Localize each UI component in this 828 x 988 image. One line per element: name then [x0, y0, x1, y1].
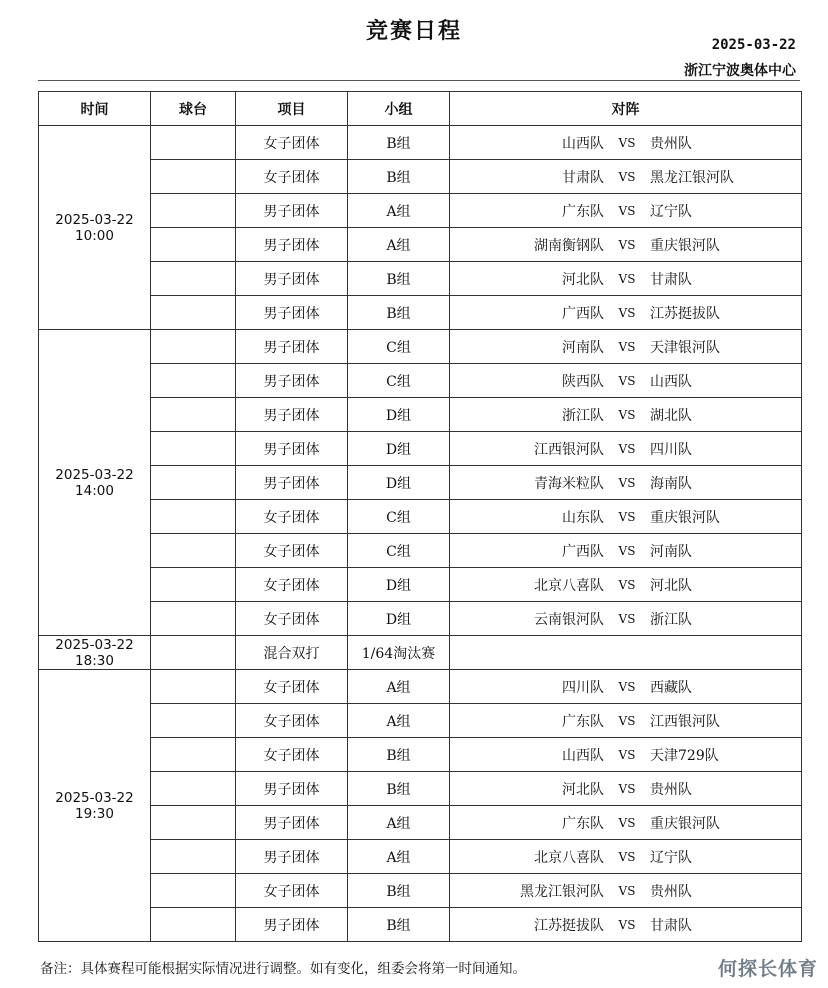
group-cell: D组 — [348, 602, 450, 636]
matchup-cell — [450, 704, 802, 738]
matchup — [450, 405, 801, 425]
time-cell — [39, 670, 151, 942]
table-row — [39, 602, 802, 636]
matchup-cell — [450, 670, 802, 704]
table-row — [39, 772, 802, 806]
event-cell: 男子团体 — [236, 806, 348, 840]
event-cell: 女子团体 — [236, 738, 348, 772]
away-team: 重庆银河队 — [650, 509, 720, 526]
table-row — [39, 534, 802, 568]
event-cell: 男子团体 — [236, 432, 348, 466]
matchup-cell — [450, 534, 802, 568]
table-row — [39, 432, 802, 466]
matchup — [450, 269, 801, 289]
table-number-cell — [151, 534, 236, 568]
header-date: 2025-03-22 — [711, 37, 796, 53]
event-cell: 男子团体 — [236, 908, 348, 942]
home-team: 广西队 — [562, 305, 604, 322]
column-header-matchup: 对阵 — [450, 92, 802, 126]
home-team: 广东队 — [562, 713, 604, 730]
matchup-cell — [450, 364, 802, 398]
matchup-cell — [450, 466, 802, 500]
vs-label: VS — [618, 135, 636, 150]
group-cell: C组 — [348, 534, 450, 568]
matchup — [450, 711, 801, 731]
group-cell: B组 — [348, 160, 450, 194]
matchup — [450, 235, 801, 255]
column-header-table: 球台 — [151, 92, 236, 126]
time-date: 2025-03-22 — [55, 211, 134, 228]
away-team: 江西银河队 — [650, 713, 720, 730]
matchup-cell — [450, 262, 802, 296]
matchup — [450, 847, 801, 867]
group-cell: B组 — [348, 262, 450, 296]
group-cell: A组 — [348, 670, 450, 704]
event-cell: 女子团体 — [236, 126, 348, 160]
table-number-cell — [151, 772, 236, 806]
table-number-cell — [151, 296, 236, 330]
home-team: 北京八喜队 — [534, 849, 604, 866]
schedule-table — [38, 91, 802, 942]
home-team: 河南队 — [562, 339, 604, 356]
home-team: 陕西队 — [562, 373, 604, 390]
matchup-cell — [450, 772, 802, 806]
time-clock: 14:00 — [75, 482, 114, 499]
group-cell: D组 — [348, 466, 450, 500]
event-cell: 女子团体 — [236, 534, 348, 568]
matchup-cell — [450, 194, 802, 228]
group-cell: 1/64淘汰赛 — [348, 636, 450, 670]
table-number-cell — [151, 194, 236, 228]
matchup — [450, 507, 801, 527]
group-cell: B组 — [348, 772, 450, 806]
vs-label: VS — [618, 849, 636, 864]
table-number-cell — [151, 500, 236, 534]
vs-label: VS — [618, 815, 636, 830]
home-team: 四川队 — [562, 679, 604, 696]
matchup-cell — [450, 874, 802, 908]
matchup — [450, 439, 801, 459]
group-cell: C组 — [348, 500, 450, 534]
vs-label: VS — [618, 305, 636, 320]
vs-label: VS — [618, 407, 636, 422]
table-row — [39, 364, 802, 398]
group-cell: A组 — [348, 840, 450, 874]
group-cell: B组 — [348, 874, 450, 908]
table-row — [39, 874, 802, 908]
matchup-cell — [450, 738, 802, 772]
group-cell: A组 — [348, 228, 450, 262]
vs-label: VS — [618, 577, 636, 592]
table-row — [39, 330, 802, 364]
event-cell: 男子团体 — [236, 364, 348, 398]
table-row — [39, 670, 802, 704]
home-team: 山西队 — [562, 135, 604, 152]
table-row — [39, 704, 802, 738]
home-team: 黑龙江银河队 — [520, 883, 604, 900]
event-cell: 男子团体 — [236, 772, 348, 806]
event-cell: 男子团体 — [236, 466, 348, 500]
table-number-cell — [151, 160, 236, 194]
matchup-cell — [450, 432, 802, 466]
group-cell: B组 — [348, 126, 450, 160]
home-team: 湖南衡钢队 — [534, 237, 604, 254]
away-team: 四川队 — [650, 441, 692, 458]
table-row — [39, 194, 802, 228]
away-team: 重庆银河队 — [650, 815, 720, 832]
vs-label: VS — [618, 917, 636, 932]
table-number-cell — [151, 874, 236, 908]
matchup-cell — [450, 806, 802, 840]
event-cell: 男子团体 — [236, 398, 348, 432]
event-cell: 男子团体 — [236, 194, 348, 228]
vs-label: VS — [618, 747, 636, 762]
table-number-cell — [151, 432, 236, 466]
home-team: 山东队 — [562, 509, 604, 526]
matchup — [450, 609, 801, 629]
group-cell: B组 — [348, 738, 450, 772]
time-clock: 18:30 — [75, 652, 114, 669]
group-cell: A组 — [348, 194, 450, 228]
event-cell: 混合双打 — [236, 636, 348, 670]
away-team: 天津729队 — [650, 747, 719, 764]
away-team: 浙江队 — [650, 611, 692, 628]
away-team: 湖北队 — [650, 407, 692, 424]
away-team: 贵州队 — [650, 135, 692, 152]
group-cell: C组 — [348, 330, 450, 364]
table-row — [39, 228, 802, 262]
vs-label: VS — [618, 611, 636, 626]
table-row — [39, 806, 802, 840]
home-team: 河北队 — [562, 271, 604, 288]
column-header-group: 小组 — [348, 92, 450, 126]
home-team: 浙江队 — [562, 407, 604, 424]
group-cell: B组 — [348, 908, 450, 942]
event-cell: 男子团体 — [236, 330, 348, 364]
column-header-time: 时间 — [39, 92, 151, 126]
page-title: 竞赛日程 — [365, 19, 462, 44]
event-cell: 男子团体 — [236, 296, 348, 330]
home-team: 广西队 — [562, 543, 604, 560]
vs-label: VS — [618, 509, 636, 524]
away-team: 河北队 — [650, 577, 692, 594]
group-cell: D组 — [348, 432, 450, 466]
vs-label: VS — [618, 781, 636, 796]
group-cell: C组 — [348, 364, 450, 398]
event-cell: 女子团体 — [236, 874, 348, 908]
matchup — [450, 881, 801, 901]
footnote: 备注：具体赛程可能根据实际情况进行调整。如有变化，组委会将第一时间通知。 — [40, 961, 526, 977]
watermark: 何探长体育 — [717, 958, 818, 980]
venue-label: 浙江宁波奥体中心 — [684, 63, 796, 79]
table-row — [39, 636, 802, 670]
vs-label: VS — [618, 271, 636, 286]
table-number-cell — [151, 908, 236, 942]
table-number-cell — [151, 806, 236, 840]
time-date: 2025-03-22 — [55, 789, 134, 806]
event-cell: 女子团体 — [236, 160, 348, 194]
away-team: 贵州队 — [650, 781, 692, 798]
vs-label: VS — [618, 237, 636, 252]
away-team: 山西队 — [650, 373, 692, 390]
group-cell: B组 — [348, 296, 450, 330]
table-number-cell — [151, 670, 236, 704]
event-cell: 女子团体 — [236, 500, 348, 534]
home-team: 广东队 — [562, 203, 604, 220]
group-cell: D组 — [348, 568, 450, 602]
table-row — [39, 126, 802, 160]
matchup-cell — [450, 126, 802, 160]
vs-label: VS — [618, 679, 636, 694]
time-cell — [39, 636, 151, 670]
away-team: 重庆银河队 — [650, 237, 720, 254]
home-team: 江苏挺拔队 — [534, 917, 604, 934]
event-cell: 男子团体 — [236, 840, 348, 874]
matchup-cell — [450, 636, 802, 670]
home-team: 青海米粒队 — [534, 475, 604, 492]
table-number-cell — [151, 364, 236, 398]
away-team: 黑龙江银河队 — [650, 169, 734, 186]
event-cell: 男子团体 — [236, 262, 348, 296]
matchup-cell — [450, 296, 802, 330]
table-row — [39, 908, 802, 942]
event-cell: 女子团体 — [236, 704, 348, 738]
vs-label: VS — [618, 883, 636, 898]
home-team: 山西队 — [562, 747, 604, 764]
vs-label: VS — [618, 475, 636, 490]
table-row — [39, 466, 802, 500]
matchup — [450, 133, 801, 153]
table-number-cell — [151, 840, 236, 874]
matchup — [450, 541, 801, 561]
table-row — [39, 738, 802, 772]
table-row — [39, 840, 802, 874]
away-team: 辽宁队 — [650, 203, 692, 220]
table-number-cell — [151, 466, 236, 500]
vs-label: VS — [618, 339, 636, 354]
matchup — [450, 915, 801, 935]
vs-label: VS — [618, 169, 636, 184]
vs-label: VS — [618, 441, 636, 456]
away-team: 河南队 — [650, 543, 692, 560]
away-team: 甘肃队 — [650, 917, 692, 934]
event-cell: 男子团体 — [236, 228, 348, 262]
schedule-body — [39, 126, 802, 942]
home-team: 甘肃队 — [562, 169, 604, 186]
group-cell: A组 — [348, 704, 450, 738]
group-cell: A组 — [348, 806, 450, 840]
away-team: 甘肃队 — [650, 271, 692, 288]
time-clock: 19:30 — [75, 805, 114, 822]
matchup-cell — [450, 228, 802, 262]
matchup — [450, 167, 801, 187]
matchup — [450, 303, 801, 323]
table-row — [39, 160, 802, 194]
time-cell — [39, 126, 151, 330]
table-row — [39, 398, 802, 432]
matchup — [450, 201, 801, 221]
table-number-cell — [151, 704, 236, 738]
matchup-cell — [450, 500, 802, 534]
table-number-cell — [151, 330, 236, 364]
table-number-cell — [151, 738, 236, 772]
matchup-cell — [450, 160, 802, 194]
table-number-cell — [151, 228, 236, 262]
header-divider — [38, 80, 800, 81]
home-team: 北京八喜队 — [534, 577, 604, 594]
table-number-cell — [151, 568, 236, 602]
matchup-cell — [450, 840, 802, 874]
table-row — [39, 296, 802, 330]
matchup — [450, 677, 801, 697]
away-team: 天津银河队 — [650, 339, 720, 356]
matchup — [450, 575, 801, 595]
event-cell: 女子团体 — [236, 568, 348, 602]
table-number-cell — [151, 398, 236, 432]
away-team: 西藏队 — [650, 679, 692, 696]
table-header-row — [39, 92, 802, 126]
matchup-cell — [450, 602, 802, 636]
event-cell: 女子团体 — [236, 670, 348, 704]
home-team: 河北队 — [562, 781, 604, 798]
matchup — [450, 371, 801, 391]
event-cell: 女子团体 — [236, 602, 348, 636]
matchup-cell — [450, 398, 802, 432]
away-team: 江苏挺拔队 — [650, 305, 720, 322]
table-row — [39, 262, 802, 296]
table-number-cell — [151, 602, 236, 636]
away-team: 海南队 — [650, 475, 692, 492]
table-number-cell — [151, 126, 236, 160]
matchup-cell — [450, 330, 802, 364]
time-cell — [39, 330, 151, 636]
matchup — [450, 779, 801, 799]
table-row — [39, 568, 802, 602]
vs-label: VS — [618, 713, 636, 728]
table-row — [39, 500, 802, 534]
table-number-cell — [151, 636, 236, 670]
matchup — [450, 337, 801, 357]
away-team: 贵州队 — [650, 883, 692, 900]
matchup-cell — [450, 908, 802, 942]
away-team: 辽宁队 — [650, 849, 692, 866]
matchup — [450, 745, 801, 765]
table-number-cell — [151, 262, 236, 296]
home-team: 江西银河队 — [534, 441, 604, 458]
vs-label: VS — [618, 543, 636, 558]
column-header-event: 项目 — [236, 92, 348, 126]
home-team: 广东队 — [562, 815, 604, 832]
time-clock: 10:00 — [75, 227, 114, 244]
vs-label: VS — [618, 373, 636, 388]
matchup — [450, 473, 801, 493]
vs-label: VS — [618, 203, 636, 218]
group-cell: D组 — [348, 398, 450, 432]
matchup-cell — [450, 568, 802, 602]
matchup — [450, 813, 801, 833]
time-date: 2025-03-22 — [55, 466, 134, 483]
time-date: 2025-03-22 — [55, 636, 134, 653]
home-team: 云南银河队 — [534, 611, 604, 628]
